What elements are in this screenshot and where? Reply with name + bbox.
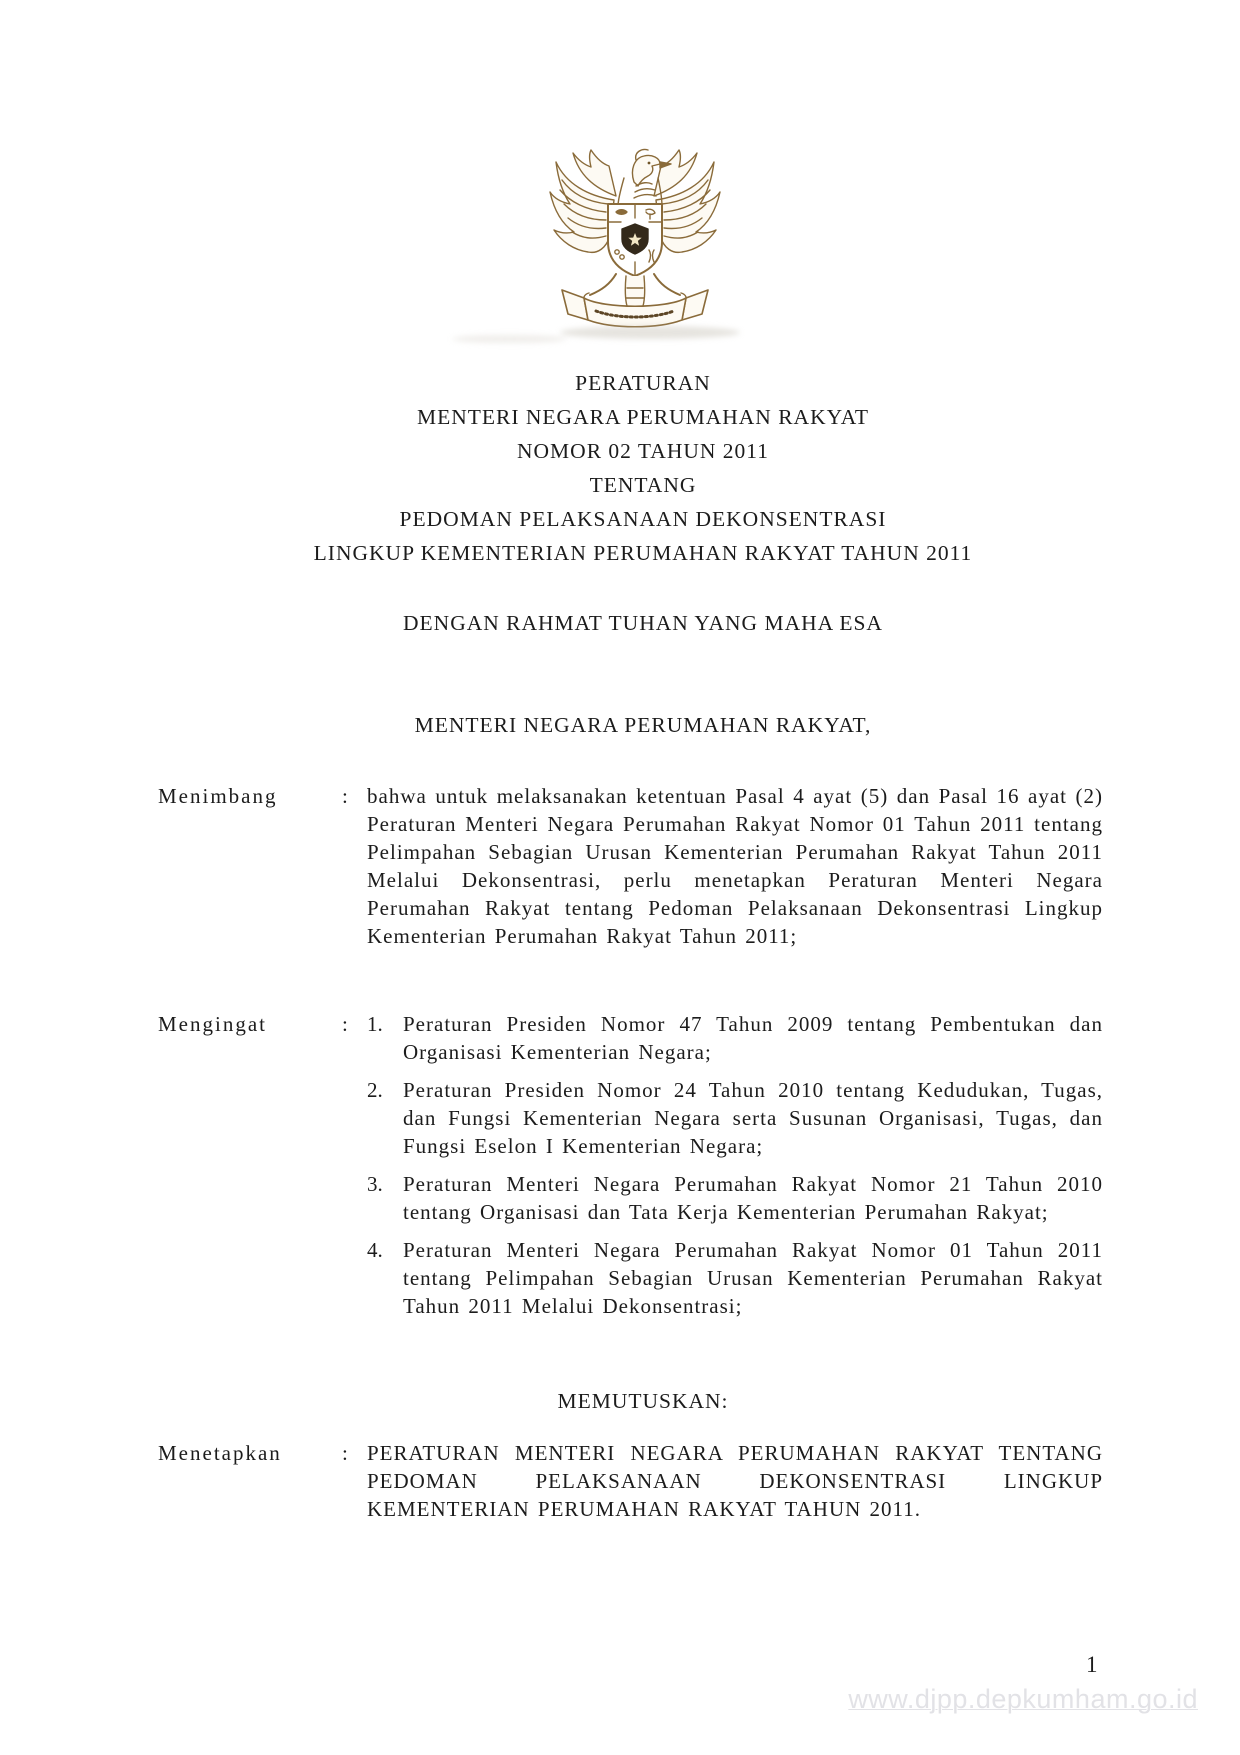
item-number: 3. bbox=[367, 1172, 383, 1196]
scan-artifact bbox=[452, 335, 567, 343]
title-line: NOMOR 02 TAHUN 2011 bbox=[517, 439, 769, 463]
title-line: PERATURAN bbox=[575, 371, 711, 395]
section-menimbang bbox=[158, 782, 1103, 950]
item-text: Peraturan Presiden Nomor 24 Tahun 2010 tentang Kedudukan, Tugas, dan Fungsi Kementerian Negara serta Susunan Organisasi, Tugas, dan Fungsi Eselon I Kementerian Negara; bbox=[403, 1078, 1103, 1158]
watermark-url: www.djpp.depkumham.go.id bbox=[848, 1684, 1198, 1714]
label-colon: : bbox=[342, 1012, 350, 1036]
title-line: PEDOMAN PELAKSANAAN DEKONSENTRASI bbox=[399, 507, 887, 531]
page-number: 1 bbox=[1086, 1652, 1098, 1677]
item-number: 2. bbox=[367, 1078, 383, 1102]
item-text: Peraturan Menteri Negara Perumahan Rakyat Nomor 21 Tahun 2010 tentang Organisasi dan Tata Kerja Kementerian Perumahan Rakyat; bbox=[403, 1172, 1103, 1224]
issuer-line: MENTERI NEGARA PERUMAHAN RAKYAT, bbox=[414, 713, 872, 737]
item-number: 1. bbox=[367, 1012, 383, 1036]
section-mengingat bbox=[158, 1010, 1103, 1330]
menetapkan-text: PERATURAN MENTERI NEGARA PERUMAHAN RAKYAT TENTANG PEDOMAN PELAKSANAAN DEKONSENTRASI LINGKUP KEMENTERIAN PERUMAHAN RAKYAT TAHUN 2011. bbox=[367, 1441, 1103, 1521]
title-line: LINGKUP KEMENTERIAN PERUMAHAN RAKYAT TAHUN 2011 bbox=[313, 541, 973, 565]
item-text: Peraturan Presiden Nomor 47 Tahun 2009 tentang Pembentukan dan Organisasi Kementerian Negara; bbox=[403, 1012, 1103, 1064]
label-colon: : bbox=[342, 1441, 350, 1465]
legal-basis-list bbox=[367, 1010, 1103, 1330]
document-title bbox=[158, 366, 1128, 570]
menimbang-text: bahwa untuk melaksanakan ketentuan Pasal 4 ayat (5) dan Pasal 16 ayat (2) Peraturan Menteri Negara Perumahan Rakyat Nomor 01 Tahun 2011 tentang Pelimpahan Sebagian Urusan Kementerian Perumahan Rakyat Tahun 2011 Melalui Dekonsentrasi, perlu menetapkan Peraturan Menteri Negara Perumahan Rakyat tentang Pedoman Pelaksanaan Dekonsentrasi Lingkup Kementerian Perumahan Rakyat Tahun 2011; bbox=[367, 784, 1103, 948]
legal-basis-item bbox=[367, 1236, 1103, 1320]
legal-basis-item bbox=[367, 1170, 1103, 1226]
section-label-menetapkan: Menetapkan bbox=[158, 1441, 282, 1465]
legal-basis-item bbox=[367, 1010, 1103, 1066]
scan-artifact bbox=[560, 326, 740, 339]
title-line: TENTANG bbox=[589, 473, 697, 497]
legal-basis-item bbox=[367, 1076, 1103, 1160]
section-label-menimbang: Menimbang bbox=[158, 784, 278, 808]
invocation-line: DENGAN RAHMAT TUHAN YANG MAHA ESA bbox=[403, 611, 883, 635]
title-line: MENTERI NEGARA PERUMAHAN RAKYAT bbox=[416, 405, 870, 429]
item-number: 4. bbox=[367, 1238, 383, 1262]
label-colon: : bbox=[342, 784, 350, 808]
item-text: Peraturan Menteri Negara Perumahan Rakyat Nomor 01 Tahun 2011 tentang Pelimpahan Sebagian Urusan Kementerian Perumahan Rakyat Tahun 2011 Melalui Dekonsentrasi; bbox=[403, 1238, 1103, 1318]
memutuskan-heading: MEMUTUSKAN: bbox=[557, 1389, 729, 1413]
garuda-pancasila-emblem bbox=[548, 148, 722, 330]
section-menetapkan bbox=[158, 1439, 1103, 1523]
section-label-mengingat: Mengingat bbox=[158, 1012, 267, 1036]
